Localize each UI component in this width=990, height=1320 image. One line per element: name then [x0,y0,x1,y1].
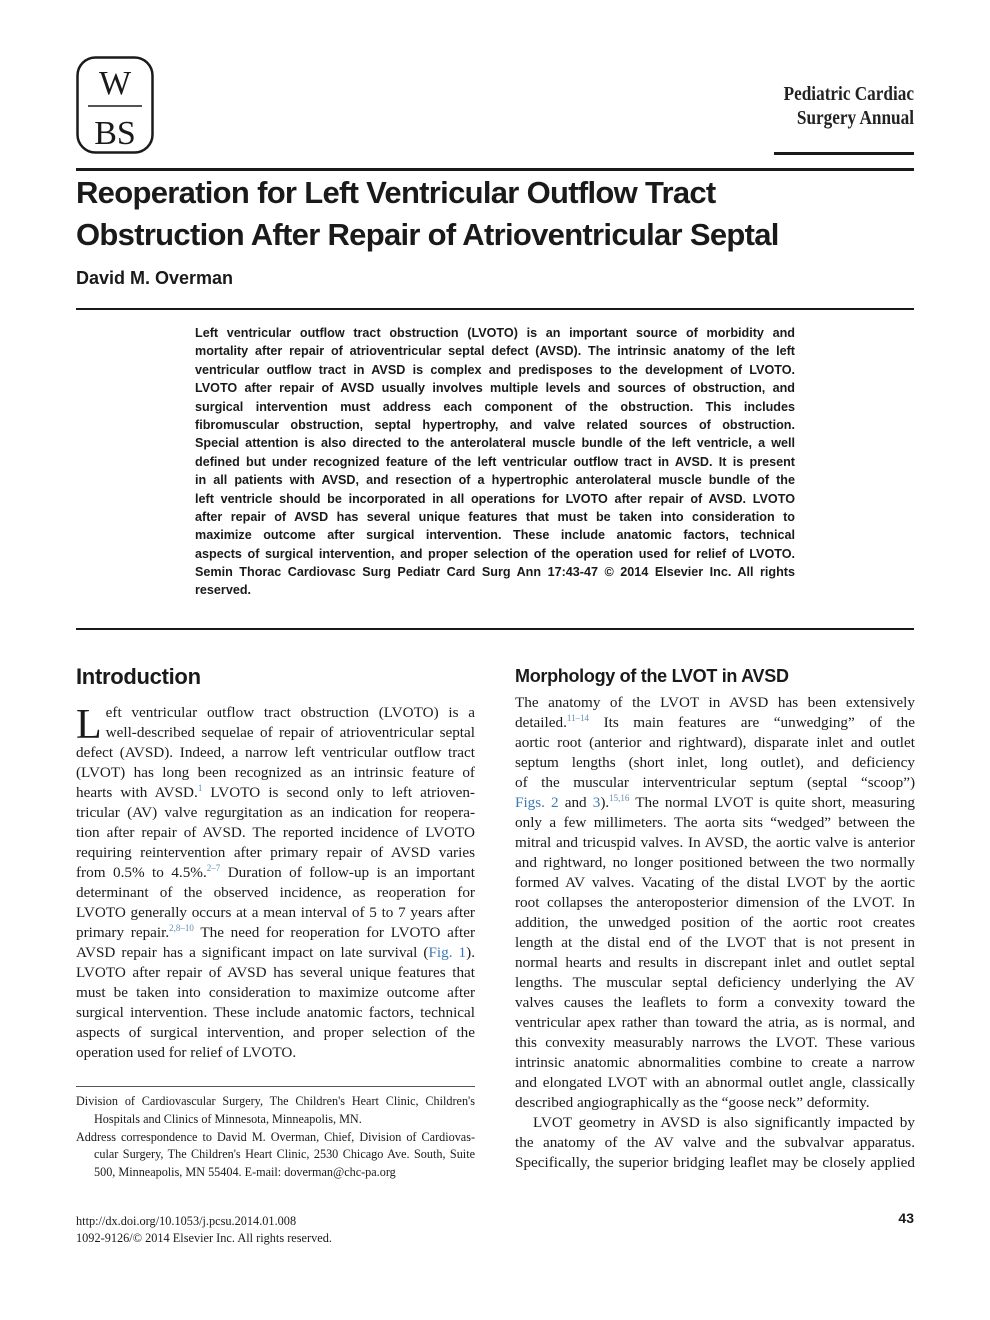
body-line: LVOT geometry in AVSD is also significantly impacted by [533,1114,915,1131]
header-rule [76,168,914,171]
morphology-heading: Morphology of the LVOT in AVSD [515,666,789,686]
body-line: the anatomy of the AV valve and the subvalvar apparatus. [515,1134,915,1151]
citation-link[interactable]: 2–7 [206,863,221,873]
body-line: lengths. The muscular septal deficiency underlying the AV [515,974,915,991]
issn-line: 1092-9126/© 2014 Elsevier Inc. All rights reserved. [76,1231,332,1245]
abstract-line: left ventricle should be incorporated in all operations for LVOTO after repair of AVSD. LVOTO [195,491,795,506]
body-line: of the muscular interventricular septum (septal “scoop”) [515,774,915,791]
abstract-rule [76,628,914,630]
text: detailed. [515,714,567,731]
body-line: this convexity measurably narrows the LVOT. These various [515,1034,915,1051]
abstract-line: LVOTO after repair of AVSD usually involves multiple levels and sources of obstruction, and [195,381,795,396]
body-line: intrinsic anatomic abnormalities combine to create a narrow [515,1054,915,1071]
body-line: mitral and tricuspid valves. In AVSD, the aortic valve is anterior [515,834,915,851]
morphology-body [515,693,915,1173]
body-line: normal hearts and results in discrepant inlet and outlet septal [515,954,915,971]
footnote-rule [76,1086,475,1087]
abstract-line: surgical intervention must address each component of the obstruction. This includes [195,399,795,414]
abstract-line: fibromuscular obstruction, septal hypertrophy, and valve related sources of obstruction. [195,417,795,432]
svg-text:W: W [98,65,132,102]
body-line: tricular (AV) valve regurgitation as an indication for reopera- [76,804,475,821]
citation-link[interactable]: 11–14 [566,713,590,723]
journal-line: Surgery Annual [796,107,914,129]
footnote-line: Division of Cardiovascular Surgery, The Children's Heart Clinic, Children's [76,1094,475,1108]
text: Its main features are “unwedging” of the [589,714,915,731]
body-line [515,793,915,813]
intro-heading: Introduction [76,664,201,689]
body-line: surgical intervention. These include anatomic factors, technical [76,1004,475,1021]
author-name: David M. Overman [76,268,234,288]
body-line: described angiographically as the “goose neck” deformity. [515,1094,870,1111]
title-line: Reoperation for Left Ventricular Outflow Tract [76,175,716,210]
footnotes [76,1093,475,1182]
abstract-line: Semin Thorac Cardiovasc Surg Pediatr Card Surg Ann 17:43-47 © 2014 Elsevier Inc. All rights [195,565,795,580]
abstract-line: aspects of surgical intervention, and proper selection of the operation used for relief of LVOTO. [195,546,795,561]
body-line: determinant of the observed incidence, as reoperation for [76,884,475,901]
abstract-line: mortality after repair of atrioventricular septal defect (AVSD). The intrinsic anatomy of the left [195,344,795,359]
text: The normal LVOT is quite short, measuring [629,794,916,811]
footnote-line: Address correspondence to David M. Overman, Chief, Division of Cardiovas- [76,1129,475,1144]
body-line: must be taken into consideration to maximize outcome after [76,984,475,1001]
body-line: requiring reintervention after primary repair of AVSD varies [76,844,475,861]
abstract-line: Special attention is also directed to the anterolateral muscle bundle of the left ventricle, a well [195,436,795,451]
abstract-line: defined but under recognized feature of the left ventricular outflow tract in AVSD. It is present [195,454,795,469]
body-line: Specifically, the superior bridging leaflet may be closely applied [515,1154,915,1171]
figure-link[interactable]: 3 [592,794,601,811]
body-line: operation used for relief of LVOTO. [76,1044,297,1061]
footnote-line: cular Surgery, The Children's Heart Clinic, 2530 Chicago Ave. South, Suite [94,1147,475,1162]
body-line: The anatomy of the LVOT in AVSD has been extensively [515,694,915,711]
body-line: formed AV valves. Vacating of the distal LVOT by the aortic [515,874,915,891]
body-line: LVOTO after repair of AVSD has several unique features that [76,964,475,981]
footer-doi [76,1213,332,1247]
body-line [76,783,475,803]
body-line: and rightward, no longer positioned between the two normally [515,854,915,871]
body-line [76,863,475,883]
body-line: well-described sequelae of repair of atrioventricular septal [105,724,475,741]
text: AVSD repair has a significant impact on late survival ( [76,944,429,961]
body-line: eft ventricular outflow tract obstruction (LVOTO) is a [105,704,475,721]
body-line: septum lengths (short inlet, long outlet), and deficiency [515,754,915,771]
body-line: root collapses the anteroposterior dimension of the LVOT. In [515,894,915,911]
text: from 0.5% to 4.5%. [76,864,207,881]
text: Duration of follow-up is an important [220,864,475,881]
body-line: tion after repair of AVSD. The reported incidence of LVOTO [76,824,475,841]
abstract-line: in all patients with AVSD, and resection of a hypertrophic anterolateral muscle bundle of the [195,473,795,488]
abstract [195,324,795,600]
text: and [558,794,593,811]
body-line: valves causes the leaflets to form a convexity toward the [515,994,915,1011]
doi-link[interactable]: http://dx.doi.org/10.1053/j.pcsu.2014.01.008 [76,1214,297,1228]
abstract-line: ventricular outflow tract in AVSD is complex and predisposes to the development of LVOTO. [195,362,795,377]
title-line: Obstruction After Repair of Atrioventricular Septal [76,217,779,252]
body-line: LVOTO generally occurs at a mean interval of 5 to 7 years after [76,904,475,921]
text: LVOTO is second only to left atrioven- [202,784,475,801]
article-title [76,172,916,256]
text: ). [466,944,475,961]
body-line: and elongated LVOT with an abnormal outlet angle, classically [515,1074,915,1091]
body-line: defect (AVSD). Indeed, a narrow left ventricular outflow tract [76,744,475,761]
body-line [76,923,475,943]
publisher-logo [76,56,154,154]
drop-cap: L [76,702,102,748]
journal-name [708,82,914,130]
body-line: length at the distal end of the LVOT that is not present in [515,934,915,951]
author-rule [76,308,914,310]
intro-body [76,703,475,1063]
body-line [76,943,475,963]
body-line: aortic root (anterior and rightward), disparate inlet and outlet [515,734,915,751]
citation-link[interactable]: 1 [197,783,203,793]
figure-link[interactable]: Figs. 2 [515,794,559,811]
figure-link[interactable]: Fig. 1 [428,944,467,961]
footnote-line: Hospitals and Clinics of Minnesota, Minneapolis, MN. [94,1111,362,1126]
text: primary repair. [76,924,170,941]
abstract-line: maximize outcome after surgical intervention. These include anatomic factors, technical [195,528,795,543]
body-line: addition, the unwedged position of the aortic root creates [515,914,915,931]
abstract-line: reserved. [195,583,252,598]
citation-link[interactable]: 15,16 [609,793,630,803]
text: The need for reoperation for LVOTO after [193,924,475,941]
page-number: 43 [898,1210,914,1226]
abstract-line: Left ventricular outflow tract obstruction (LVOTO) is an important source of morbidity and [195,326,795,340]
body-line: (LVOT) has long been recognized as an intrinsic feature of [76,764,475,781]
body-line [515,713,915,733]
svg-text:BS: BS [94,115,136,152]
footnote-line: 500, Minneapolis, MN 55404. E-mail: doverman@chc-pa.org [94,1165,396,1180]
body-line: ventricular apex rather than toward the atria, as is normal, and [515,1014,915,1031]
abstract-line: after repair of AVSD has several unique features that must be taken into consideration to [195,509,795,524]
text: hearts with AVSD. [76,784,198,801]
body-line: aspects of surgical intervention, and proper selection of the [76,1024,475,1041]
journal-line: Pediatric Cardiac [783,83,914,105]
journal-rule [774,152,914,155]
text: ). [600,794,610,811]
body-line: only a few millimeters. The aorta sits “wedged” between the [515,814,915,831]
citation-link[interactable]: 2,8–10 [169,923,194,933]
